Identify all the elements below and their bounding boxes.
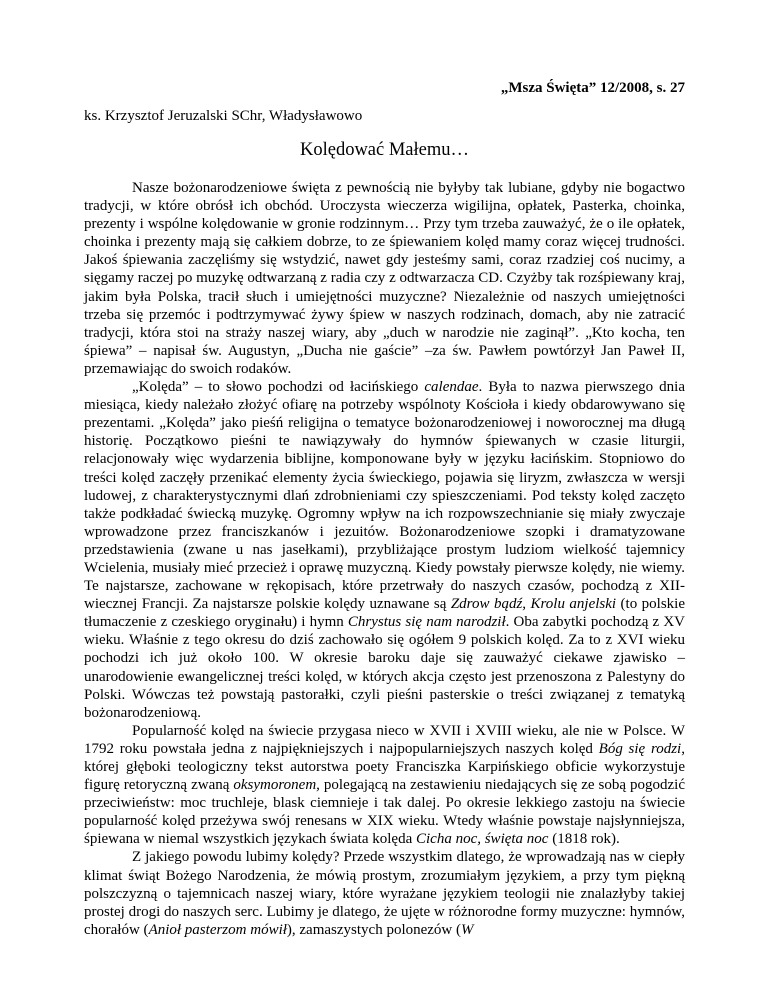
paragraph-text: ), zamaszystych polonezów ( — [286, 921, 462, 938]
italic-title-text: Chrystus się nam narodził — [347, 614, 506, 631]
body-paragraph — [84, 848, 685, 938]
paragraph-text: , której głęboki teologiczny tekst autorstwa poety Franciszka Karpińskiego obficie wykorzystuje figurę retoryczną zwaną — [84, 740, 685, 794]
italic-title-text: Zdrow bądź, Krolu anjelski — [450, 596, 617, 613]
body-paragraph — [84, 378, 685, 722]
paragraph-text: „Kolęda” – to słowo pochodzi od łacińskiego — [132, 379, 425, 396]
italic-title-text: oksymoronem, — [233, 777, 320, 794]
article-title: Kolędować Małemu… — [299, 140, 470, 160]
article-body — [84, 179, 685, 939]
italic-title-text: Bóg się rodzi — [598, 740, 682, 757]
paragraph-text: polegającą na zestawieniu niedających się ze sobą pogodzić przeciwieństw: moc truchleje, blask ciemnieje i tak dalej. Po okresie lekkiego zastoju na świecie popularność kolęd przeżywa swój renesans w XIX wieku. Wtedy właśnie powstaje najsłynniejsza, śpiewana w niemal wszystkich językach świata kolęda — [84, 777, 685, 848]
paragraph-text: . Oba zabytki pochodzą z XV wieku. Właśnie z tego okresu do dziś zachowało się ogółem 9 polskich kolęd. Za to z XVI wieku pochodzi ich już około 100. W okresie baroku daje się zauważyć ciekawe zjawisko – unarodowienie ewangelicznej treści kolęd, w których akcja często jest przenoszona z Palestyny do Polski. Wówczas też powstają pastorałki, czyli pieśni pasterskie o treści związanej z tematyką bożonarodzeniową. — [84, 614, 686, 721]
italic-title-text: W — [461, 921, 474, 938]
author-line: ks. Krzysztof Jeruzalski SChr, Władysławowo — [84, 108, 363, 124]
paragraph-text: Nasze bożonarodzeniowe święta z pewnością nie byłyby tak lubiane, gdyby nie bogactwo tradycji, w które obrósł ich obchód. Uroczysta wieczerza wigilijna, opłatek, Pasterka, choinka, prezenty i wspólne kolędowanie w gronie rodzinnym… Przy tym trzeba zauważyć, że o ile opłatek, choinka i prezenty mają się całkiem dobrze, to ze śpiewaniem kolęd mamy coraz więcej trudności. Jakoś śpiewania zaczęliśmy się wstydzić, nawet gdy jesteśmy sami, coraz rzadziej coś nucimy, a sięgamy raczej po muzykę odtwarzaną z radia czy z odtwarzacza CD. Czyżby tak rozśpiewany kraj, jakim była Polska, tracił słuch i umiejętności muzyczne? Niezależnie od naszych umiejętności trzeba się przemóc i podtrzymywać żywy śpiew w naszych rodzinach, domach, aby nie zatracić tradycji, która stoi na straży naszej wiary, aby „duch w narodzie nie zaginął”. „Kto kocha, ten śpiewa” – napisał św. Augustyn, „Ducha nie gaście” –za św. Pawłem powtórzył Jan Paweł II, przemawiając do swoich rodaków. — [84, 180, 685, 377]
body-paragraph — [84, 179, 685, 378]
paragraph-text: (to polskie tłumaczenie z czeskiego oryginału) i hymn — [84, 596, 686, 631]
paragraph-text: (1818 rok). — [548, 831, 620, 848]
paragraph-text: . Była to nazwa pierwszego dnia miesiąca, kiedy należało złożyć ofiarę na potrzeby wspólnoty Kościoła i kiedy obdarowywano się prezentami. „Kolęda” jako pieśń religijna o tematyce bożonarodzeniowej i noworocznej ma długą historię. Początkowo pieśni te nawiązywały do hymnów śpiewanych w czasie liturgii, relacjonowały więc wydarzenia biblijne, komponowane były w języku łacińskim. Stopniowo do treści kolęd zaczęły przenikać elementy życia świeckiego, pojawia się liryzm, zwłaszcza w wersji ludowej, z charakterystycznymi dlań zdrobnieniami czy spieszczeniami. Pod teksty kolęd zaczęto także podkładać świecką muzykę. Ogromny wpływ na ich rozpowszechnianie się miały zwyczaje wprowadzone przez franciszkanów i jezuitów. Bożonarodzeniowe szopki i dramatyzowane przedstawienia (zwane u nas jasełkami), przybliżające prostym ludziom wielkość tajemnicy Wcielenia, musiały mieć przecież i oprawę muzyczną. Kiedy powstały pierwsze kolędy, nie wiemy. Te najstarsze, zachowane w rękopisach, które przetrwały do naszych czasów, pochodzą z XII-wiecznej Francji. Za najstarsze polskie kolędy uznawane są — [84, 379, 686, 613]
body-paragraph — [84, 722, 685, 849]
paragraph-text: Popularność kolęd na świecie przygasa nieco w XVII i XVIII wieku, ale nie w Polsce. W 1792 roku powstała jedna z najpiękniejszych i najpopularniejszych naszych kolęd — [84, 722, 685, 757]
italic-title-text: calendae — [424, 379, 479, 396]
source-citation: „Msza Święta” 12/2008, s. 27 — [500, 80, 685, 96]
paragraph-text: Z jakiego powodu lubimy kolędy? Przede wszystkim dlatego, że wprowadzają nas w ciepły klimat świąt Bożego Narodzenia, że mówią prostym, zrozumiałym językiem, a przy tym piękną polszczyzną o tajemnicach naszej wiary, które wyrażane językiem teologii nie znalazłyby takiej prostej drogi do naszych serc. Lubimy je dlatego, że ujęte w różnorodne formy muzyczne: hymnów, chorałów ( — [84, 849, 685, 938]
italic-title-text: Cicha noc, święta noc — [415, 831, 549, 848]
italic-title-text: Anioł pasterzom mówił — [148, 921, 287, 938]
